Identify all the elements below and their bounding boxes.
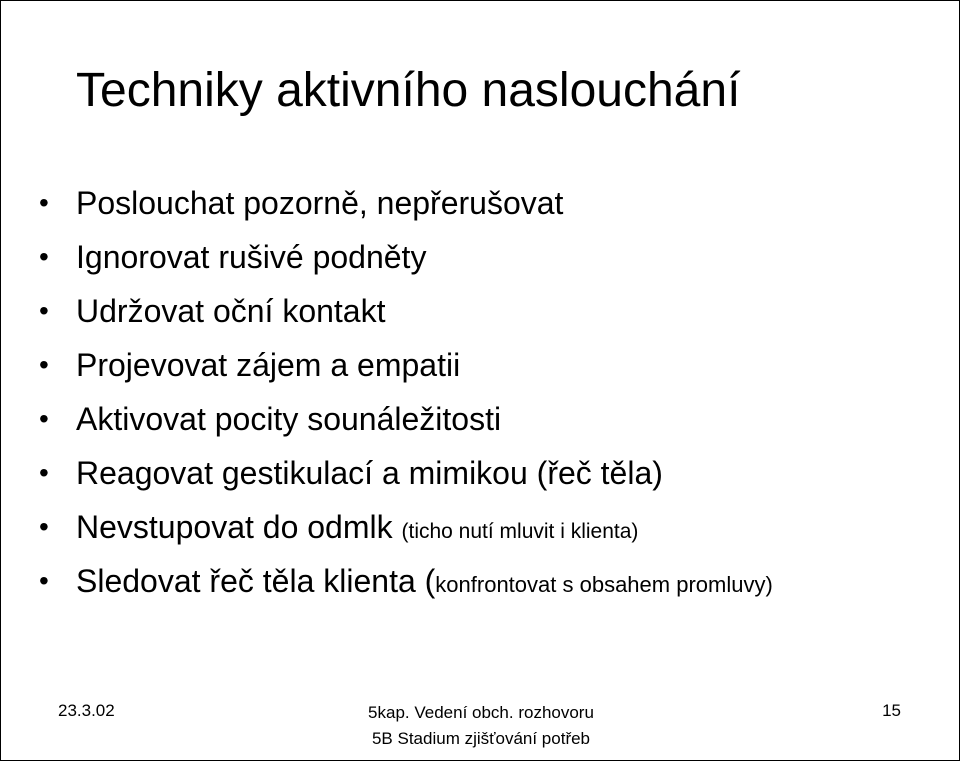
bullet-list [39,181,773,613]
bullet-icon: • [39,511,49,542]
bullet-text: Nevstupovat do odmlk [76,509,402,545]
bullet-text: Aktivovat pocity sounáležitosti [76,401,502,437]
list-item [39,181,773,235]
bullet-text: Reagovat gestikulací a mimikou (řeč těla) [76,455,663,491]
bullet-note: (ticho nutí mluvit i klienta) [401,520,639,543]
bullet-icon: • [39,241,49,272]
bullet-icon: • [39,295,49,326]
bullet-icon: • [39,187,49,218]
footer-date: 23.3.02 [58,701,115,720]
bullet-text: Sledovat řeč těla klienta ( [76,563,436,599]
footer-center [331,700,631,752]
page-number: 15 [882,701,901,720]
list-item [39,235,773,289]
bullet-icon: • [39,403,49,434]
footer-chapter: 5kap. Vedení obch. rozhovoru [368,703,594,722]
list-item [39,343,773,397]
list-item [39,397,773,451]
bullet-icon: • [39,565,49,596]
bullet-text: Ignorovat rušivé podněty [76,239,427,275]
list-item [39,451,773,505]
bullet-icon: • [39,349,49,380]
bullet-text: Udržovat oční kontakt [76,293,386,329]
list-item [39,289,773,343]
list-item [39,559,773,613]
bullet-text: Poslouchat pozorně, nepřerušovat [76,185,564,221]
footer-section: 5B Stadium zjišťování potřeb [371,729,591,748]
list-item [39,505,773,559]
bullet-note: konfrontovat s obsahem promluvy) [435,572,773,597]
bullet-icon: • [39,457,49,488]
slide-title: Techniky aktivního naslouchání [76,64,741,117]
bullet-text: Projevovat zájem a empatii [76,347,461,383]
